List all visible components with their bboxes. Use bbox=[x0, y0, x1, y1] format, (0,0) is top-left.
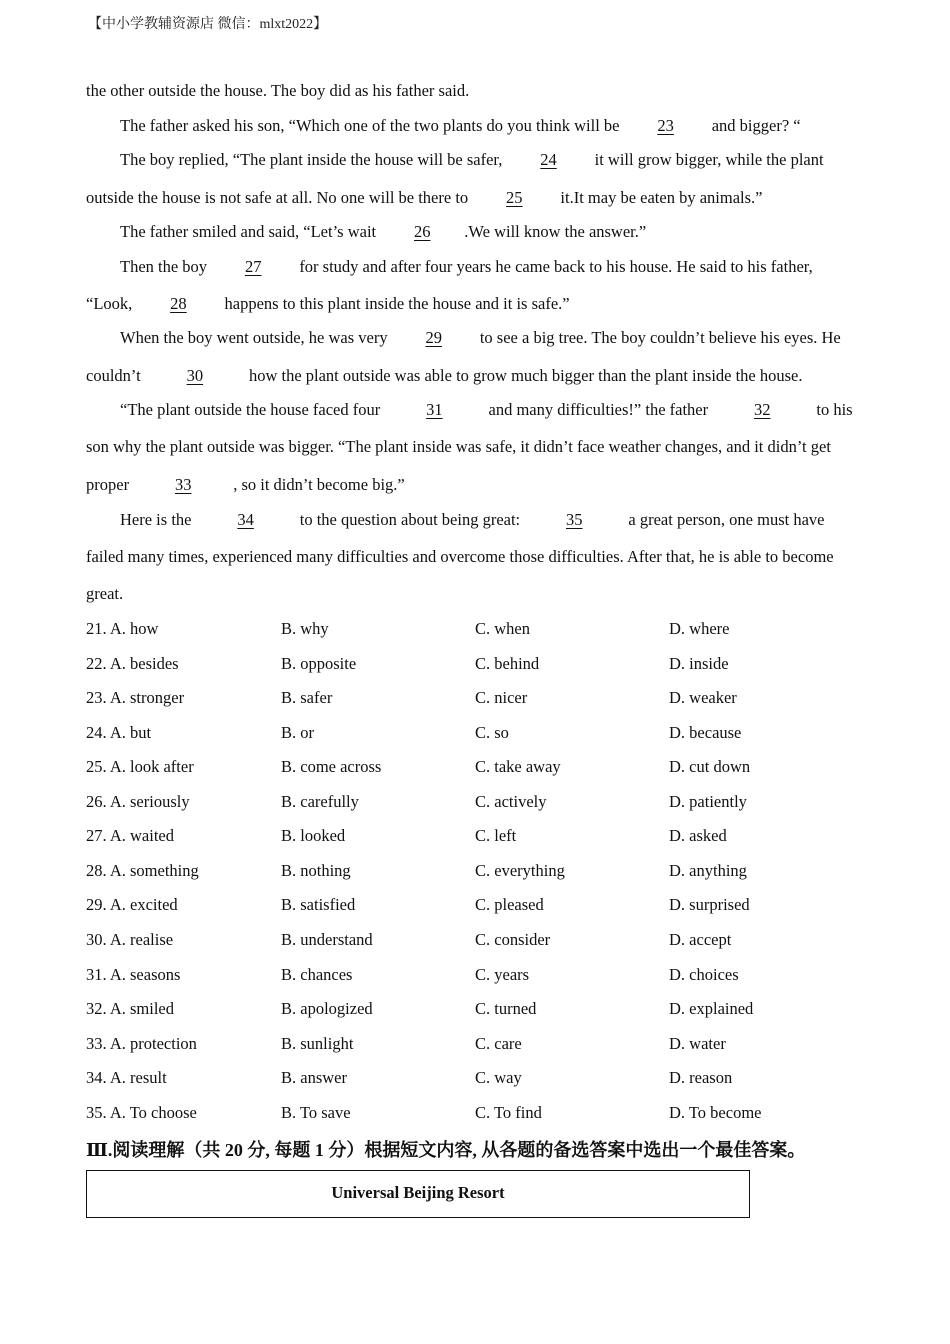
option-27-b: B. looked bbox=[281, 826, 346, 845]
option-35-a: 35. A. To choose bbox=[86, 1103, 197, 1122]
option-30-b: B. understand bbox=[281, 930, 373, 949]
option-22-b: B. opposite bbox=[281, 654, 357, 673]
passage-text: to his bbox=[812, 400, 853, 419]
passage-text: couldn’t bbox=[86, 366, 145, 385]
option-32-d: D. explained bbox=[669, 999, 754, 1018]
passage-text: .We will know the answer.” bbox=[464, 222, 647, 241]
passage-text: Then the boy bbox=[120, 257, 212, 276]
option-21-d: D. where bbox=[669, 619, 730, 638]
option-31-d: D. choices bbox=[669, 965, 739, 984]
passage-line-9 bbox=[86, 366, 803, 386]
option-23-a: 23. A. stronger bbox=[86, 688, 185, 707]
passage-text: son why the plant outside was bigger. “The plant inside was safe, it didn’t face weather changes, and it didn’t get bbox=[86, 437, 831, 456]
option-29-d: D. surprised bbox=[669, 895, 750, 914]
passage-line-7 bbox=[86, 294, 570, 314]
option-29-b: B. satisfied bbox=[281, 895, 356, 914]
passage-line-14 bbox=[86, 547, 834, 567]
option-28-a: 28. A. something bbox=[86, 861, 199, 880]
passage-line-11 bbox=[86, 437, 831, 457]
option-24-a: 24. A. but bbox=[86, 723, 152, 742]
passage-line-3 bbox=[120, 150, 824, 170]
blank-27: 27 bbox=[244, 257, 262, 276]
passage-text: to the question about being great: bbox=[295, 510, 525, 529]
passage-line-4 bbox=[86, 188, 762, 208]
option-34-d: D. reason bbox=[669, 1068, 733, 1087]
passage-text: how the plant outside was able to grow much bigger than the plant inside the house. bbox=[244, 366, 803, 385]
option-22-d: D. inside bbox=[669, 654, 729, 673]
passage-text: proper bbox=[86, 475, 134, 494]
option-27-a: 27. A. waited bbox=[86, 826, 174, 845]
option-29-c: C. pleased bbox=[475, 895, 544, 914]
passage-line-12 bbox=[86, 475, 405, 495]
option-24-d: D. because bbox=[669, 723, 742, 742]
blank-24: 24 bbox=[540, 150, 557, 169]
option-25-a: 25. A. look after bbox=[86, 757, 194, 776]
passage-text: and many difficulties!” the father bbox=[484, 400, 713, 419]
passage-text: The father smiled and said, “Let’s wait bbox=[120, 222, 381, 241]
blank-30: 30 bbox=[186, 366, 204, 385]
option-26-c: C. actively bbox=[475, 792, 547, 811]
option-35-d: D. To become bbox=[669, 1103, 762, 1122]
option-34-a: 34. A. result bbox=[86, 1068, 167, 1087]
option-32-a: 32. A. smiled bbox=[86, 999, 175, 1018]
passage-text: it will grow bigger, while the plant bbox=[590, 150, 824, 169]
option-26-a: 26. A. seriously bbox=[86, 792, 190, 811]
option-35-c: C. To find bbox=[475, 1103, 542, 1122]
option-21-a: 21. A. how bbox=[86, 619, 159, 638]
option-33-d: D. water bbox=[669, 1034, 726, 1053]
passage-text: “Look, bbox=[86, 294, 137, 313]
passage-line-2 bbox=[120, 116, 801, 136]
passage-text: Here is the bbox=[120, 510, 196, 529]
passage-text: great. bbox=[86, 584, 124, 603]
option-25-d: D. cut down bbox=[669, 757, 751, 776]
passage-text: “The plant outside the house faced four bbox=[120, 400, 385, 419]
option-28-c: C. everything bbox=[475, 861, 565, 880]
option-21-c: C. when bbox=[475, 619, 530, 638]
option-34-c: C. way bbox=[475, 1068, 522, 1087]
option-30-d: D. accept bbox=[669, 930, 732, 949]
option-30-a: 30. A. realise bbox=[86, 930, 174, 949]
reading-box bbox=[86, 1170, 750, 1218]
passage-text: , so it didn’t become big.” bbox=[233, 475, 405, 494]
passage-text: the other outside the house. The boy did as his father said. bbox=[86, 81, 470, 100]
passage-text: for study and after four years he came back to his house. He said to his father, bbox=[295, 257, 813, 276]
option-28-b: B. nothing bbox=[281, 861, 351, 880]
passage-text: The boy replied, “The plant inside the house will be safer, bbox=[120, 150, 507, 169]
option-27-d: D. asked bbox=[669, 826, 727, 845]
option-32-c: C. turned bbox=[475, 999, 537, 1018]
option-32-b: B. apologized bbox=[281, 999, 373, 1018]
option-30-c: C. consider bbox=[475, 930, 551, 949]
option-22-c: C. behind bbox=[475, 654, 540, 673]
passage-line-13 bbox=[120, 510, 825, 530]
passage-text: a great person, one must have bbox=[624, 510, 825, 529]
option-24-c: C. so bbox=[475, 723, 509, 742]
passage-line-8 bbox=[120, 328, 841, 348]
option-21-b: B. why bbox=[281, 619, 329, 638]
blank-32: 32 bbox=[753, 400, 771, 419]
passage-text: and bigger? “ bbox=[707, 116, 801, 135]
passage-text: failed many times, experienced many difficulties and overcome those difficulties. After that, he is able to become bbox=[86, 547, 834, 566]
option-33-a: 33. A. protection bbox=[86, 1034, 197, 1053]
option-33-b: B. sunlight bbox=[281, 1034, 354, 1053]
passage-text: to see a big tree. The boy couldn’t believe his eyes. He bbox=[475, 328, 841, 347]
option-31-c: C. years bbox=[475, 965, 530, 984]
blank-31: 31 bbox=[426, 400, 443, 419]
passage-line-10 bbox=[120, 400, 853, 420]
option-34-b: B. answer bbox=[281, 1068, 347, 1087]
option-26-b: B. carefully bbox=[281, 792, 359, 811]
blank-26: 26 bbox=[414, 222, 431, 241]
blank-25: 25 bbox=[506, 188, 523, 207]
passage-line-5 bbox=[120, 222, 646, 242]
page-header: 【中小学教辅资源店 微信：mlxt2022】 bbox=[88, 17, 328, 32]
option-25-b: B. come across bbox=[281, 757, 382, 776]
option-24-b: B. or bbox=[281, 723, 314, 742]
section-title: Ⅲ.阅读理解（共 20 分, 每题 1 分）根据短文内容, 从各题的备选答案中选出一个最佳答案。 bbox=[86, 1140, 806, 1160]
option-23-b: B. safer bbox=[281, 688, 333, 707]
option-29-a: 29. A. excited bbox=[86, 895, 178, 914]
passage-text: When the boy went outside, he was very bbox=[120, 328, 392, 347]
option-27-c: C. left bbox=[475, 826, 517, 845]
option-35-b: B. To save bbox=[281, 1103, 351, 1122]
option-26-d: D. patiently bbox=[669, 792, 747, 811]
blank-29: 29 bbox=[425, 328, 442, 347]
option-22-a: 22. A. besides bbox=[86, 654, 179, 673]
passage-text: it.It may be eaten by animals.” bbox=[556, 188, 763, 207]
passage-line-6 bbox=[120, 257, 813, 277]
option-28-d: D. anything bbox=[669, 861, 747, 880]
option-31-a: 31. A. seasons bbox=[86, 965, 181, 984]
blank-34: 34 bbox=[237, 510, 254, 529]
blank-28: 28 bbox=[170, 294, 187, 313]
option-25-c: C. take away bbox=[475, 757, 561, 776]
blank-23: 23 bbox=[657, 116, 674, 135]
passage-text: happens to this plant inside the house and it is safe.” bbox=[220, 294, 570, 313]
option-33-c: C. care bbox=[475, 1034, 522, 1053]
option-31-b: B. chances bbox=[281, 965, 353, 984]
blank-33: 33 bbox=[174, 475, 192, 494]
option-23-c: C. nicer bbox=[475, 688, 528, 707]
passage-text: The father asked his son, “Which one of the two plants do you think will be bbox=[120, 116, 624, 135]
passage-text: outside the house is not safe at all. No one will be there to bbox=[86, 188, 473, 207]
passage-line-15 bbox=[86, 584, 123, 604]
reading-box-title: Universal Beijing Resort bbox=[331, 1183, 505, 1202]
blank-35: 35 bbox=[566, 510, 583, 529]
option-23-d: D. weaker bbox=[669, 688, 737, 707]
passage-line-1 bbox=[86, 81, 469, 101]
